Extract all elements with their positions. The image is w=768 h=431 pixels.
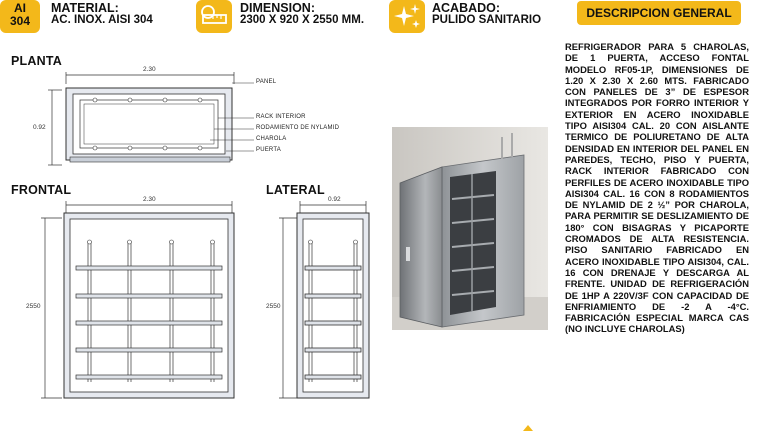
finish-value: PULIDO SANITARIO xyxy=(432,14,542,26)
callout-panel: PANEL xyxy=(256,79,277,85)
plan-width-label: 2.30 xyxy=(143,66,156,73)
side-width-label: 0.92 xyxy=(328,196,341,203)
description-emphasis: NO INCLUYE CHAROLAS xyxy=(568,323,682,335)
front-width-label: 2.30 xyxy=(143,196,156,203)
code-line1: AI xyxy=(14,1,26,15)
material-value: AC. INOX. AISI 304 xyxy=(51,14,153,26)
side-height-label: 2550 xyxy=(266,303,281,310)
plan-depth-label: 0.92 xyxy=(33,124,46,131)
side-title: LATERAL xyxy=(266,183,325,197)
finish-label: ACABADO: xyxy=(432,1,501,15)
accent-triangle-icon xyxy=(523,425,533,431)
dimension-value: 2300 X 920 X 2550 MM. xyxy=(240,14,365,26)
description-end: ) xyxy=(681,323,685,335)
callout-rack: RACK INTERIOR xyxy=(256,114,306,120)
front-title: FRONTAL xyxy=(11,183,72,197)
plan-title: PLANTA xyxy=(11,54,62,68)
front-height-label: 2550 xyxy=(26,303,41,310)
description-text xyxy=(565,41,749,335)
material-label: MATERIAL: xyxy=(51,1,119,15)
callout-bearing: RODAMIENTO DE NYLAMID xyxy=(256,125,340,131)
code-line2: 304 xyxy=(9,14,31,28)
product-photo xyxy=(392,127,548,330)
description-badge: DESCRIPCION GENERAL xyxy=(577,1,741,25)
callout-tray: CHAROLA xyxy=(256,136,287,142)
callout-door: PUERTA xyxy=(256,147,281,153)
description-body: REFRIGERADOR PARA 5 CHAROLAS, DE 1 PUERTA, ACCESO FONTAL MODELO RF05-1P, DIMENSIONES DE 1.20 X 2.30 X 2.60 MTS. FABRICADO CON PANELES DE 3” DE ESPESOR INTEGRADOS POR FORRO INTERIOR Y EXTERIOR EN ACERO INOXIDABLE TIPO AISI304 CAL. 20 CON AISLANTE TERMICO DE POLIURETANO DE ALTA DENSIDAD EN INTERIOR DEL PANEL EN PAREDES, TECHO, PISO Y PUERTA, RACK INTERIOR FABRICADO CON PERFILES DE ACERO INOXIDABLE TIPO AISI304 CAL. 16 CON 8 RODAMIENTOS DE NYLAMID DE 2 ½” POR CHAROLA, PARA PERMITIR SE DESLIZAMIENTO DE 180° CON BISAGRAS Y PICAPORTE CROMADOS DE ALTA RESISTENCIA. PISO SANITARIO FABRICADO EN ACERO INOXIDABLE TIPO AISI304, CAL. 16 CON DRENAJE Y DESCARGA AL FRENTE. UNIDAD DE REFRIGERACIÓN DE 1HP A 220V/3F CON CAPACIDAD DE ENFRIAMIENTO DE -2 A -4°C. FABRICACIÓN ESPECIAL MARCA CAS ( xyxy=(565,41,749,335)
dimension-label: DIMENSION: xyxy=(240,1,315,15)
